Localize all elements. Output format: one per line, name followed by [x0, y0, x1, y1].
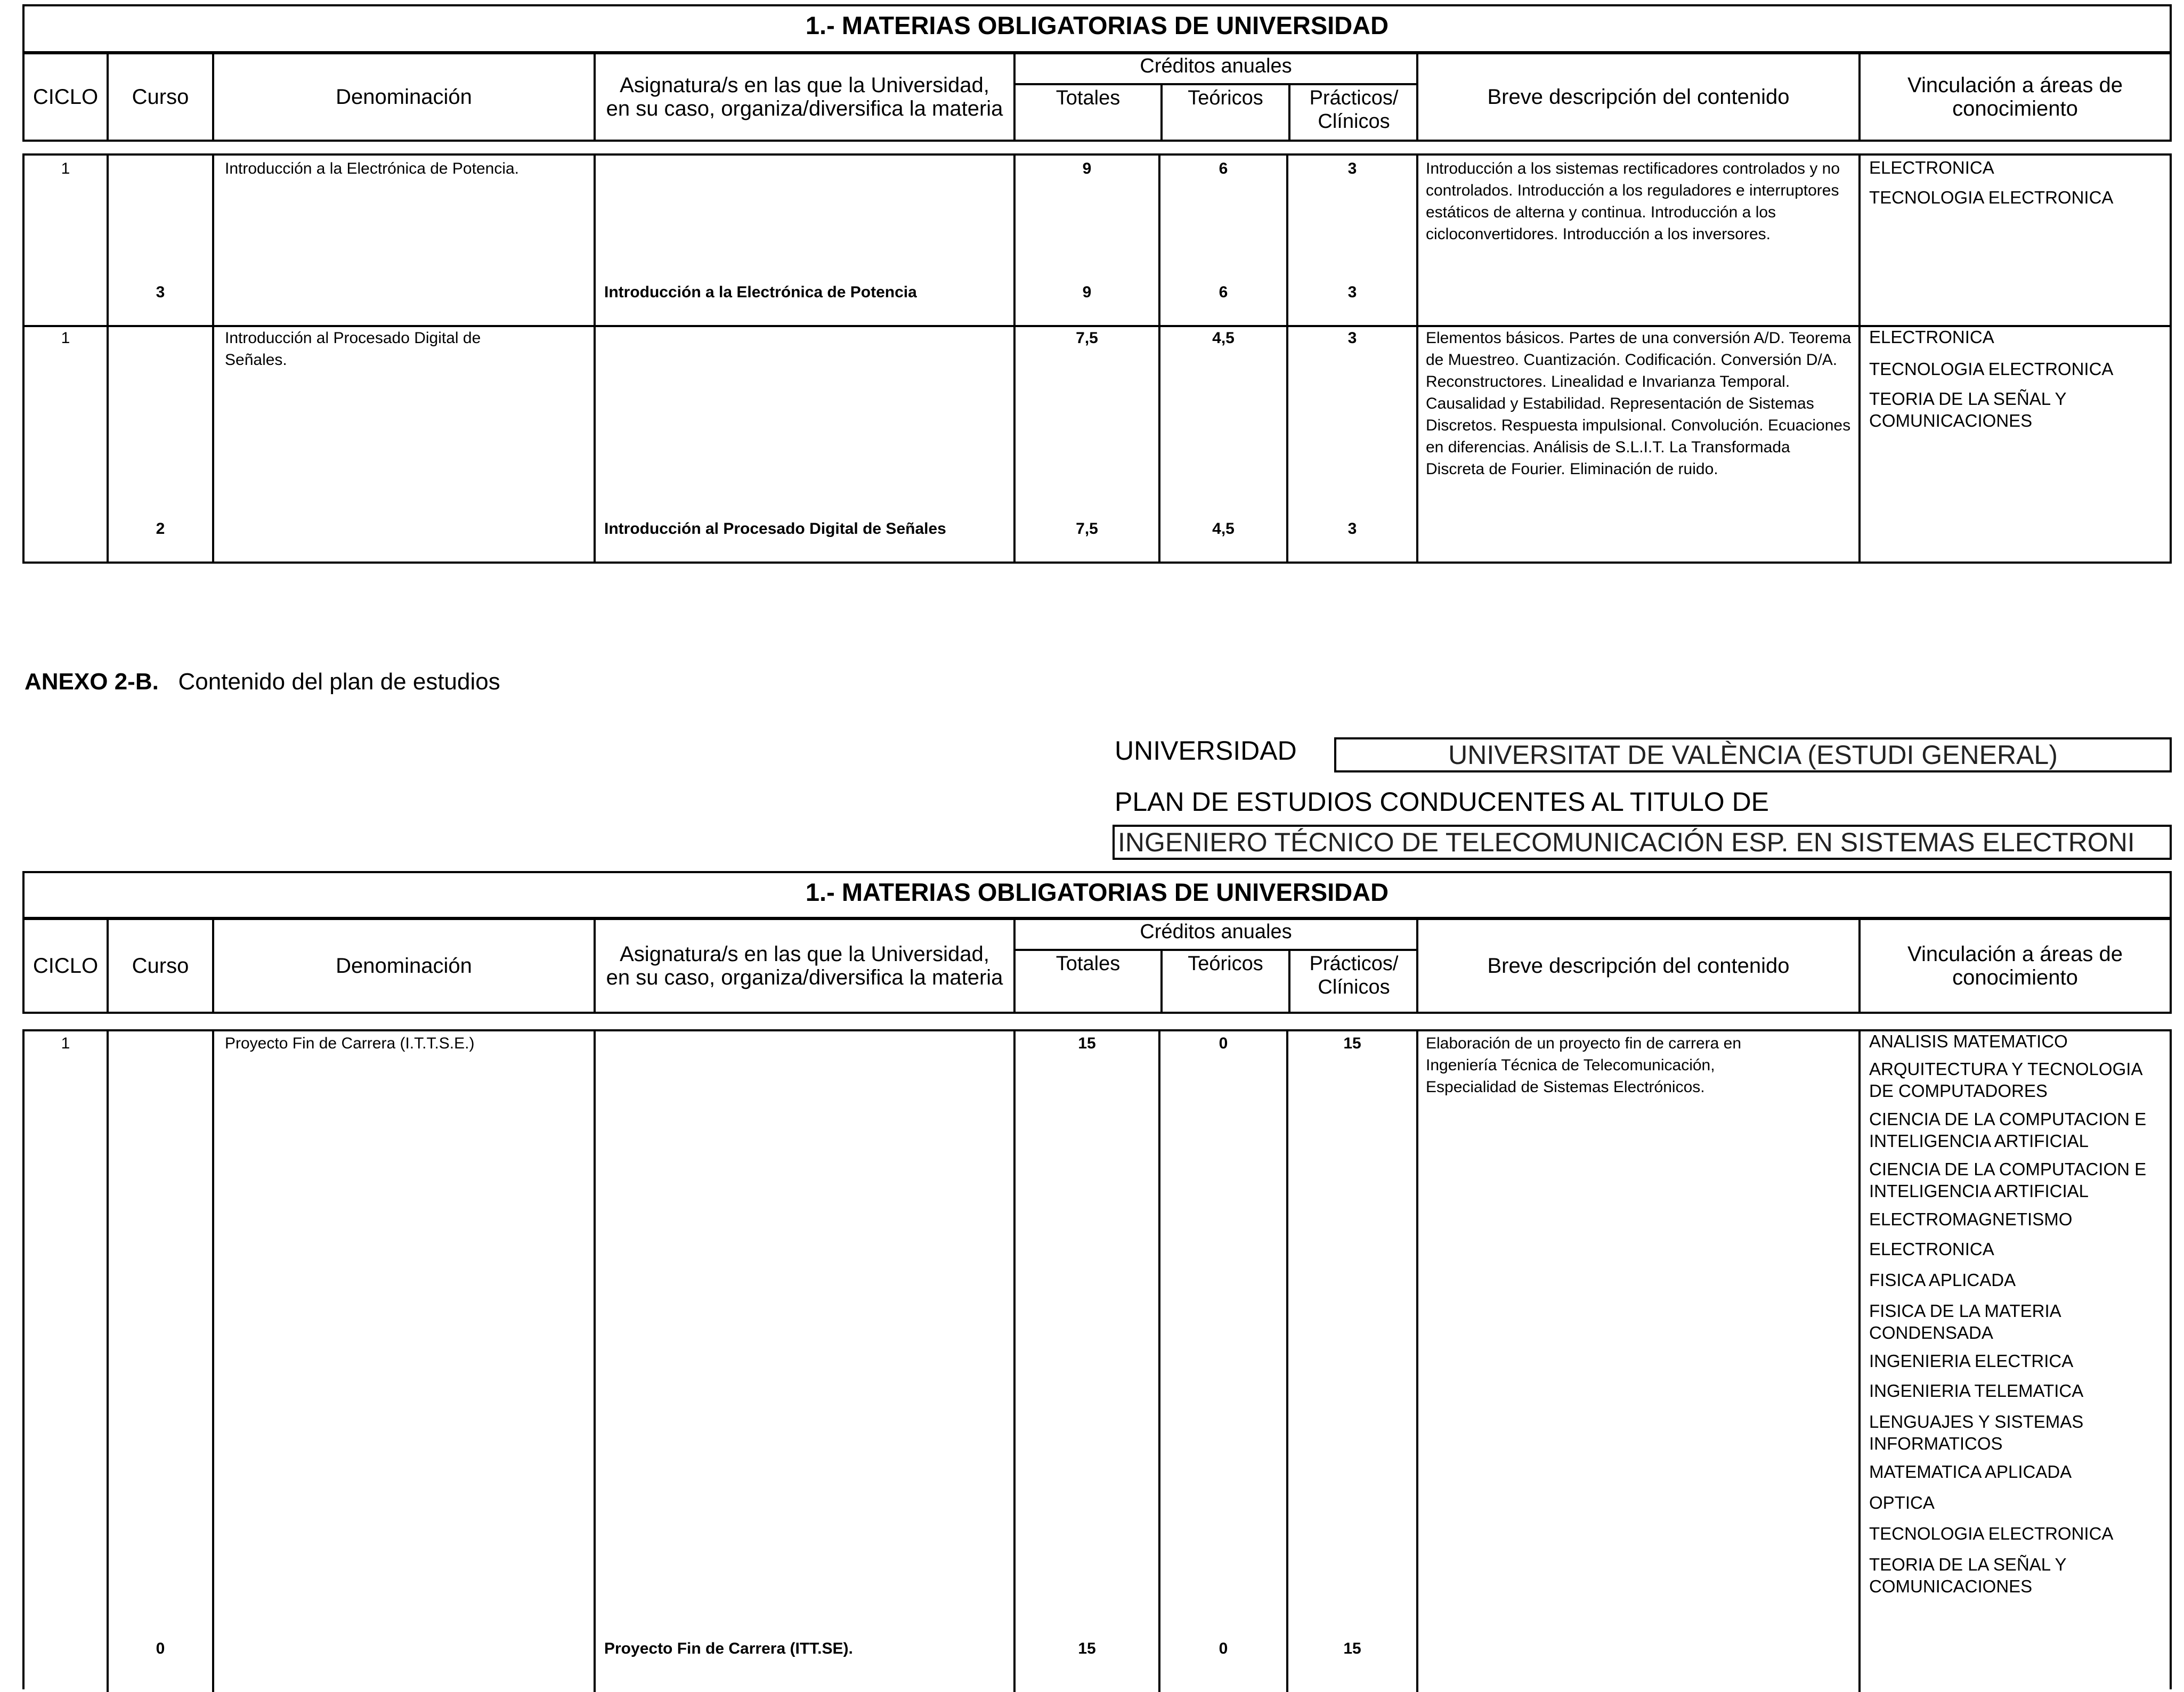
annex-text: Contenido del plan de estudios: [178, 669, 500, 695]
table-cell-totales: 9: [1082, 283, 1092, 301]
header-practicos: Prácticos/ Clínicos: [1309, 87, 1399, 133]
section-title-1: 1.- MATERIAS OBLIGATORIAS DE UNIVERSIDAD: [22, 4, 2172, 53]
header-creditos: [1016, 920, 1418, 1012]
annex-label: ANEXO 2-B.: [25, 669, 159, 695]
university-label: UNIVERSIDAD: [1115, 736, 1297, 766]
area-item: TECNOLOGIA ELECTRONICA: [1869, 359, 2114, 379]
header-curso: Curso: [109, 920, 214, 1012]
table-cell-ciclo: 1: [61, 160, 70, 177]
table-cell-curso: 3: [156, 283, 165, 301]
table-cell-teoricos: 4,5: [1212, 520, 1235, 538]
area-item: FISICA DE LA MATERIA CONDENSADA: [1869, 1301, 2060, 1343]
table-cell-totales: 15: [1078, 1035, 1096, 1052]
area-item: INGENIERIA TELEMATICA: [1869, 1381, 2084, 1401]
area-item: MATEMATICA APLICADA: [1869, 1462, 2072, 1482]
header-ciclo: CICLO: [25, 920, 109, 1012]
header-descripcion: Breve descripción del contenido: [1418, 920, 1861, 1012]
table-cell-practicos: 3: [1347, 520, 1357, 538]
table-cell-practicos: 3: [1347, 283, 1357, 301]
table-cell-asignatura: Proyecto Fin de Carrera (ITT.SE).: [604, 1640, 853, 1657]
table-cell-denominacion: Proyecto Fin de Carrera (I.T.T.S.E.): [225, 1035, 475, 1052]
area-item: TEORIA DE LA SEÑAL Y COMUNICACIONES: [1869, 1555, 2066, 1596]
area-item: INGENIERIA ELECTRICA: [1869, 1351, 2074, 1371]
area-item: ELECTRONICA: [1869, 327, 1994, 347]
degree-title: INGENIERO TÉCNICO DE TELECOMUNICACIÓN ESP. EN SISTEMAS ELECTRONI: [1113, 825, 2172, 860]
plan-label: PLAN DE ESTUDIOS CONDUCENTES AL TITULO DE: [1115, 787, 1769, 817]
table-cell-practicos: 15: [1343, 1035, 1361, 1052]
area-item: CIENCIA DE LA COMPUTACION E INTELIGENCIA ARTIFICIAL: [1869, 1159, 2147, 1201]
table-cell-descripcion: Introducción a los sistemas rectificadores controlados y no controlados. Introducción a los reguladores e interruptores estáticos de alterna y continua. Introducción a los cicloconvertidores. Introducción a los inversores.: [1426, 160, 1840, 243]
header-creditos-anuales: Créditos anuales: [1140, 921, 1292, 943]
header-denominacion: Denominación: [214, 54, 596, 140]
header-creditos: [1016, 54, 1418, 140]
header-practicos: Prácticos/ Clínicos: [1309, 953, 1399, 998]
table-header-1: [22, 52, 2172, 142]
header-curso: Curso: [109, 54, 214, 140]
area-item: TECNOLOGIA ELECTRONICA: [1869, 1524, 2114, 1543]
table-cell-practicos: 3: [1347, 329, 1357, 347]
header-vinculacion: Vinculación a áreas de conocimiento: [1907, 74, 2123, 120]
table-cell-asignatura: Introducción a la Electrónica de Potencia: [604, 283, 917, 301]
table-cell-totales: 7,5: [1076, 520, 1098, 538]
table-cell-teoricos: 6: [1219, 283, 1228, 301]
table-cell-descripcion: Elaboración de un proyecto fin de carrera en Ingeniería Técnica de Telecomunicación, Especialidad de Sistemas Electrónicos.: [1426, 1035, 1742, 1096]
table-cell-asignatura: Introducción al Procesado Digital de Señales: [604, 520, 946, 538]
header-teoricos: Teóricos: [1188, 953, 1263, 975]
header-asignaturas: Asignatura/s en las que la Universidad, en su caso, organiza/diversifica la materia: [596, 54, 1016, 140]
table-cell-denominacion: Introducción a la Electrónica de Potencia.: [225, 160, 519, 177]
header-vinculacion: Vinculación a áreas de conocimiento: [1907, 942, 2123, 989]
header-creditos-anuales: Créditos anuales: [1140, 55, 1292, 77]
table-cell-teoricos: 0: [1219, 1640, 1228, 1657]
table-body-2: [22, 1029, 2172, 1689]
area-item: ELECTRONICA: [1869, 1239, 1994, 1259]
area-item: ANALISIS MATEMATICO: [1869, 1031, 2068, 1051]
area-item: ARQUITECTURA Y TECNOLOGIA DE COMPUTADORES: [1869, 1059, 2142, 1101]
table-cell-descripcion: Elementos básicos. Partes de una conversión A/D. Teorema de Muestreo. Cuantización. Codificación. Conversión D/A. Reconstructores. Linealidad e Invarianza Temporal. Causalidad y Estabilidad. Representación de Sistemas Discretos. Respuesta impulsional. Convolución. Ecuaciones en diferencias. Análisis de S.L.I.T. La Transformada Discreta de Fourier. Eliminación de ruido.: [1426, 329, 1852, 478]
area-item: LENGUAJES Y SISTEMAS INFORMATICOS: [1869, 1412, 2084, 1453]
table-body-1: [22, 153, 2172, 564]
header-asignaturas: Asignatura/s en las que la Universidad, en su caso, organiza/diversifica la materia: [596, 920, 1016, 1012]
area-item: ELECTRONICA: [1869, 158, 1994, 177]
table-cell-totales: 7,5: [1076, 329, 1098, 347]
header-denominacion: Denominación: [214, 920, 596, 1012]
area-item: OPTICA: [1869, 1493, 1935, 1512]
table-cell-ciclo: 1: [61, 329, 70, 347]
header-totales: Totales: [1056, 87, 1121, 109]
header-teoricos: Teóricos: [1188, 87, 1263, 109]
header-descripcion: Breve descripción del contenido: [1418, 54, 1861, 140]
table-cell-totales: 15: [1078, 1640, 1096, 1657]
header-totales: Totales: [1056, 953, 1121, 975]
table-cell-ciclo: 1: [61, 1035, 70, 1052]
table-cell-teoricos: 0: [1219, 1035, 1228, 1052]
area-item: TECNOLOGIA ELECTRONICA: [1869, 188, 2114, 207]
table-cell-teoricos: 6: [1219, 160, 1228, 177]
table-cell-teoricos: 4,5: [1212, 329, 1235, 347]
table-cell-totales: 9: [1082, 160, 1092, 177]
university-name: UNIVERSITAT DE VALÈNCIA (ESTUDI GENERAL): [1334, 737, 2172, 772]
area-item: FISICA APLICADA: [1869, 1270, 2016, 1290]
table-cell-practicos: 15: [1343, 1640, 1361, 1657]
table-cell-curso: 0: [156, 1640, 165, 1657]
area-item: CIENCIA DE LA COMPUTACION E INTELIGENCIA ARTIFICIAL: [1869, 1109, 2147, 1151]
area-item: ELECTROMAGNETISMO: [1869, 1209, 2073, 1229]
table-cell-practicos: 3: [1347, 160, 1357, 177]
header-ciclo: CICLO: [25, 54, 109, 140]
area-item: TEORIA DE LA SEÑAL Y COMUNICACIONES: [1869, 389, 2066, 430]
section-title-2: 1.- MATERIAS OBLIGATORIAS DE UNIVERSIDAD: [22, 871, 2172, 919]
table-cell-denominacion: Introducción al Procesado Digital de Señales.: [225, 329, 481, 369]
table-header-2: [22, 918, 2172, 1014]
annex-heading: [25, 669, 500, 695]
table-cell-curso: 2: [156, 520, 165, 538]
